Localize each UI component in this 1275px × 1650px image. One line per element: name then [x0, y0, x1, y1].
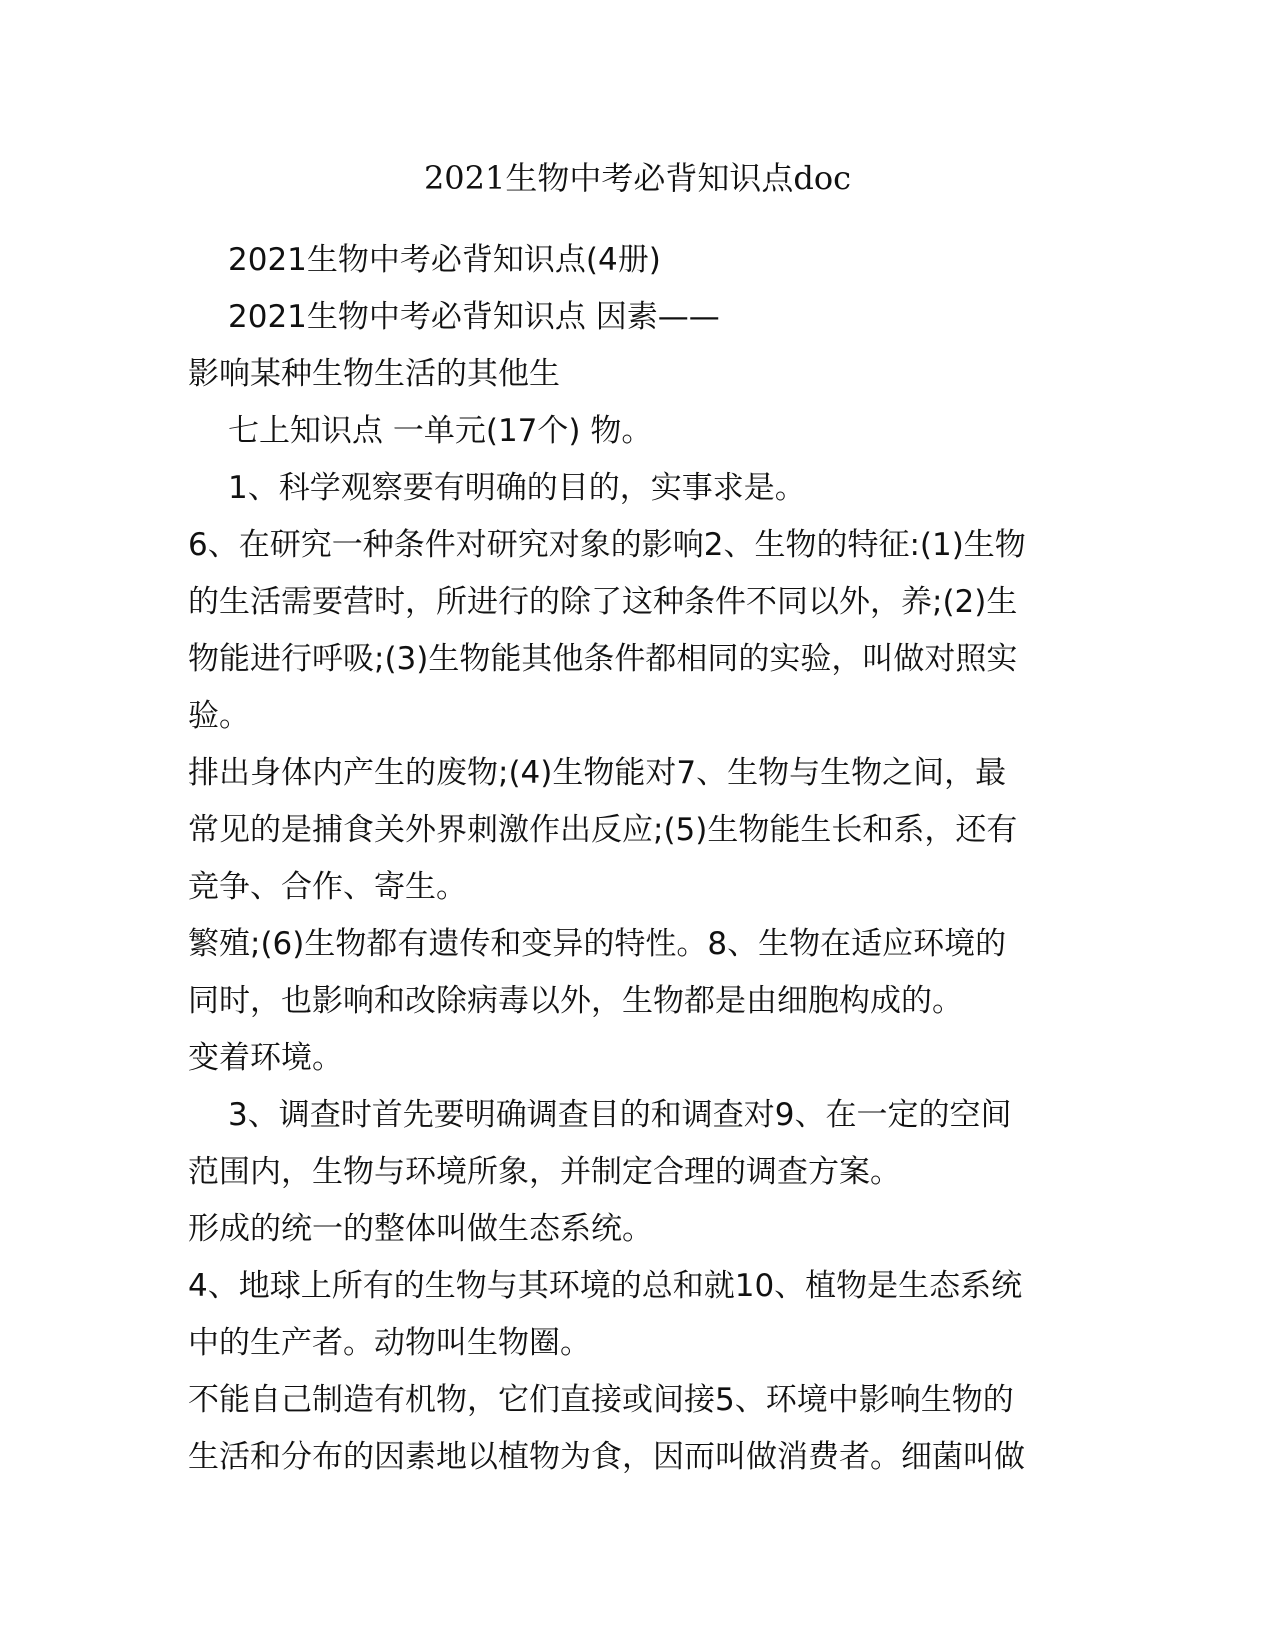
text-line: 验。 — [188, 698, 250, 734]
text-line: 形成的统一的整体叫做生态系统。 — [188, 1211, 653, 1247]
text-line: 不能自己制造有机物，它们直接或间接5、环境中影响生物的 — [188, 1382, 1014, 1418]
text-line: 常见的是捕食关外界刺激作出反应;(5)生物能生长和系，还有 — [188, 812, 1018, 848]
text-line: 繁殖;(6)生物都有遗传和变异的特性。8、生物在适应环境的 — [188, 926, 1007, 962]
text-line: 竞争、合作、寄生。 — [188, 869, 467, 905]
text-line: 物能进行呼吸;(3)生物能其他条件都相同的实验，叫做对照实 — [188, 641, 1018, 677]
text-line: 七上知识点 一单元(17个) 物。 — [228, 413, 653, 449]
text-line: 3、调查时首先要明确调查目的和调查对9、在一定的空间 — [228, 1097, 1012, 1133]
text-line: 2021生物中考必背知识点(4册) — [228, 242, 661, 278]
text-line: 影响某种生物生活的其他生 — [188, 356, 560, 392]
text-line: 6、在研究一种条件对研究对象的影响2、生物的特征:(1)生物 — [188, 527, 1026, 563]
text-line: 1、科学观察要有明确的目的，实事求是。 — [228, 470, 806, 506]
text-line: 生活和分布的因素地以植物为食，因而叫做消费者。细菌叫做 — [188, 1439, 1025, 1475]
text-line: 4、地球上所有的生物与其环境的总和就10、植物是生态系统 — [188, 1268, 1023, 1304]
text-line: 中的生产者。动物叫生物圈。 — [188, 1325, 591, 1361]
text-line: 同时，也影响和改除病毒以外，生物都是由细胞构成的。 — [188, 983, 963, 1019]
text-line: 排出身体内产生的废物;(4)生物能对7、生物与生物之间，最 — [188, 755, 1007, 791]
text-line: 范围内，生物与环境所象，并制定合理的调查方案。 — [188, 1154, 901, 1190]
text-line: 的生活需要营时，所进行的除了这种条件不同以外，养;(2)生 — [188, 584, 1018, 620]
text-line: 变着环境。 — [188, 1040, 343, 1076]
text-line: 2021生物中考必背知识点 因素—— — [228, 299, 720, 335]
document-title: 2021生物中考必背知识点doc — [423, 159, 852, 197]
document-body — [188, 232, 1088, 1486]
